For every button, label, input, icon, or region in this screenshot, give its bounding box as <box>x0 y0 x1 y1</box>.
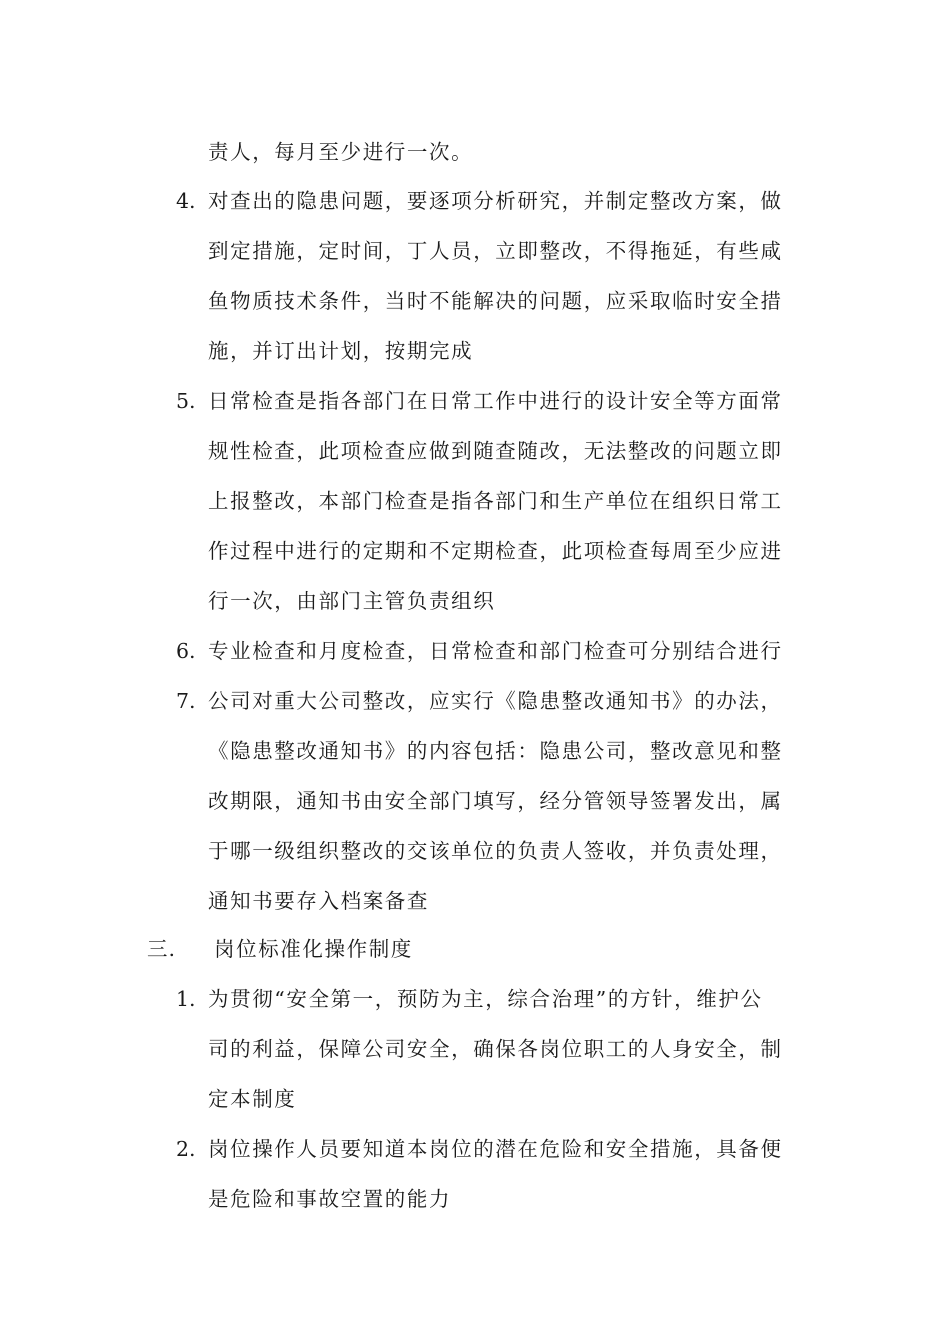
item-line: 作过程中进行的定期和不定期检查，此项检查每周至少应进 <box>208 539 783 563</box>
item-number: 6. <box>176 639 196 663</box>
item-number: 7. <box>176 689 196 713</box>
item-line: 公司对重大公司整改，应实行《隐患整改通知书》的办法， <box>208 689 783 713</box>
item-line: 鱼物质技术条件，当时不能解决的问题，应采取临时安全措 <box>208 289 783 313</box>
item-line: 上报整改，本部门检查是指各部门和生产单位在组织日常工 <box>208 489 783 513</box>
item-number: 4. <box>176 189 196 213</box>
section-number: 三. <box>147 937 177 961</box>
item-line: 施，并订出计划，按期完成 <box>208 339 474 363</box>
item-line: 到定措施，定时间，丁人员，立即整改，不得拖延，有些咸 <box>208 239 783 263</box>
item-line: 对查出的隐患问题，要逐项分析研究，并制定整改方案，做 <box>208 189 783 213</box>
item-line: 是危险和事故空置的能力 <box>208 1187 452 1211</box>
item-line: 定本制度 <box>208 1087 297 1111</box>
item-line: 为贯彻“安全第一，预防为主，综合治理”的方针，维护公 <box>208 987 763 1011</box>
item-line: 于哪一级组织整改的交该单位的负责人签收，并负责处理， <box>208 839 783 863</box>
continuation-line: 责人，每月至少进行一次。 <box>208 140 474 164</box>
item-line: 行一次，由部门主管负责组织 <box>208 589 496 613</box>
item-number: 1. <box>176 987 196 1011</box>
item-line: 岗位操作人员要知道本岗位的潜在危险和安全措施，具备便 <box>208 1137 783 1161</box>
item-line: 司的利益，保障公司安全，确保各岗位职工的人身安全，制 <box>208 1037 783 1061</box>
item-line: 通知书要存入档案备查 <box>208 889 429 913</box>
section-title: 岗位标准化操作制度 <box>214 937 413 961</box>
item-line: 专业检查和月度检查，日常检查和部门检查可分别结合进行 <box>208 639 783 663</box>
item-number: 5. <box>176 389 196 413</box>
item-line: 《隐患整改通知书》的内容包括：隐患公司，整改意见和整 <box>208 739 783 763</box>
item-number: 2. <box>176 1137 196 1161</box>
item-line: 改期限，通知书由安全部门填写，经分管领导签署发出，属 <box>208 789 783 813</box>
item-line: 日常检查是指各部门在日常工作中进行的设计安全等方面常 <box>208 389 783 413</box>
item-line: 规性检查，此项检查应做到随查随改，无法整改的问题立即 <box>208 439 783 463</box>
